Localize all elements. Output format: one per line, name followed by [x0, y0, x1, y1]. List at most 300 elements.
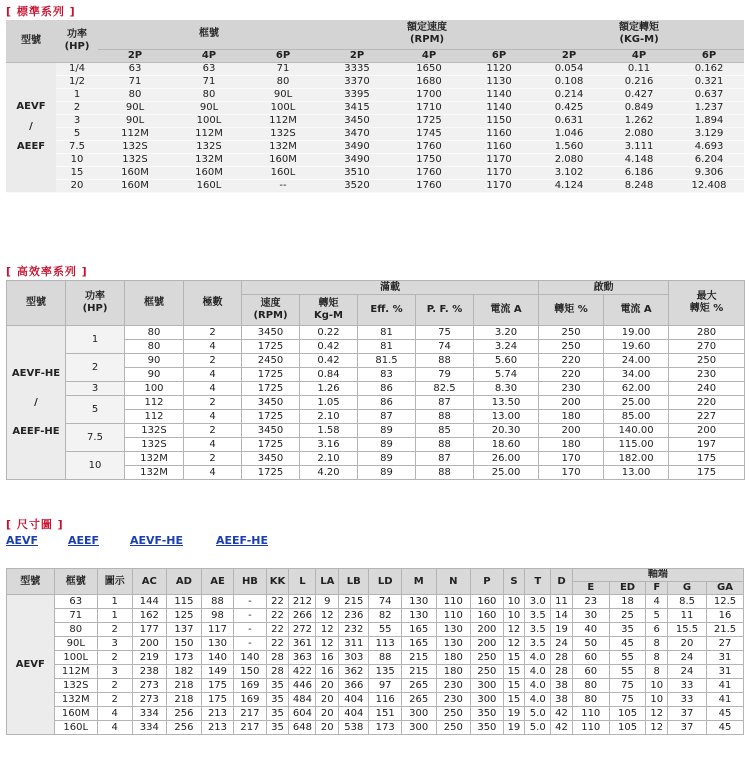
table-cell: 2.080 [604, 127, 674, 140]
table-cell: 90 [125, 354, 184, 368]
table-cell: 110 [572, 707, 609, 721]
table-row [7, 354, 745, 368]
table-cell: 0.054 [534, 62, 604, 75]
table-cell: 12 [503, 637, 525, 651]
table-cell: 4 [184, 340, 242, 354]
table-row [6, 166, 744, 179]
table-cell: 16 [316, 651, 339, 665]
header-dim: S [503, 569, 525, 595]
table-cell: 4.124 [534, 179, 604, 192]
table-cell: 170 [539, 452, 604, 466]
table-cell: 90L [98, 114, 172, 127]
header-shaft-dim: F [646, 582, 668, 595]
table-row [6, 127, 744, 140]
table-cell: 270 [669, 340, 745, 354]
table-cell: 105 [609, 707, 646, 721]
table-cell: 215 [401, 651, 436, 665]
table-cell: 5.74 [474, 368, 539, 382]
table-cell: 74 [369, 595, 401, 609]
header-pole: 4P [172, 49, 246, 62]
header-dim: P [471, 569, 503, 595]
table-cell: 173 [369, 721, 401, 735]
table-cell: 42 [551, 721, 573, 735]
table-cell: 182.00 [604, 452, 669, 466]
table-cell: 334 [132, 721, 167, 735]
table-cell: 173 [167, 651, 202, 665]
table-row [7, 623, 744, 637]
table-cell: 1150 [464, 114, 534, 127]
table-cell: 89 [358, 438, 416, 452]
hp-cell: 10 [66, 452, 125, 480]
table-cell: 112 [125, 410, 184, 424]
table-cell: 4 [184, 382, 242, 396]
table-cell: 11 [551, 595, 573, 609]
table-cell: 12 [316, 623, 339, 637]
table-cell: 2 [184, 354, 242, 368]
table-cell: 30 [572, 609, 609, 623]
table-cell: 144 [132, 595, 167, 609]
link-aevf-he[interactable]: AEVF-HE [130, 534, 184, 547]
table-row [6, 75, 744, 88]
header-speed: 額定速度 (RPM) [320, 20, 534, 49]
table-cell: 2 [97, 651, 132, 665]
table-cell: 2450 [242, 354, 300, 368]
table-cell: 4.0 [525, 679, 551, 693]
table-cell: 4.693 [674, 140, 744, 153]
table-cell: 24.00 [604, 354, 669, 368]
table-cell: 25.00 [474, 466, 539, 480]
table-cell: 160L [246, 166, 320, 179]
table-cell: 1160 [464, 127, 534, 140]
table-cell: 83 [358, 368, 416, 382]
table-cell: 6.204 [674, 153, 744, 166]
table-cell: 88 [416, 354, 474, 368]
header-start-current: 電流 A [604, 295, 669, 326]
header-start-torque: 轉矩 % [539, 295, 604, 326]
table-cell: 60 [572, 651, 609, 665]
table-cell: 20 [316, 679, 339, 693]
table-cell: 5.0 [525, 721, 551, 735]
table-cell: 16 [316, 665, 339, 679]
table-cell: 20 [316, 707, 339, 721]
table-cell: 212 [289, 595, 316, 609]
table-cell: 2.080 [534, 153, 604, 166]
section-title-high-efficiency: [ 高效率系列 ] [6, 265, 88, 278]
table-row [7, 396, 745, 410]
table-cell: 81 [358, 326, 416, 340]
table-cell: 10 [503, 609, 525, 623]
header-dim: HB [234, 569, 266, 595]
table-cell: 88 [369, 651, 401, 665]
table-cell: 220 [539, 368, 604, 382]
table-cell: 0.42 [300, 340, 358, 354]
hp-cell: 1 [66, 326, 125, 354]
table-cell: 1745 [394, 127, 464, 140]
table-cell: 80 [125, 340, 184, 354]
table-cell: 80 [98, 88, 172, 101]
table-row [7, 721, 744, 735]
table-cell: 2 [97, 679, 132, 693]
table-cell: 55 [609, 651, 646, 665]
table-cell: 0.637 [674, 88, 744, 101]
table-cell: 88 [201, 595, 233, 609]
table-cell: 303 [339, 651, 369, 665]
table-cell: 63 [54, 595, 97, 609]
table-cell: 1700 [394, 88, 464, 101]
table-cell: 19.60 [604, 340, 669, 354]
table-cell: 160L [54, 721, 97, 735]
table-cell: 0.22 [300, 326, 358, 340]
header-poles: 極數 [184, 281, 242, 326]
table-cell: 3.5 [525, 609, 551, 623]
table-cell: 80 [54, 623, 97, 637]
table-cell: 1 [97, 595, 132, 609]
table-cell: 2 [56, 101, 98, 114]
table-cell: 1130 [464, 75, 534, 88]
table-cell: 250 [669, 354, 745, 368]
table-cell: 135 [369, 665, 401, 679]
table-cell: 100L [172, 114, 246, 127]
table-cell: 1725 [242, 368, 300, 382]
header-speed: 速度 (RPM) [242, 295, 300, 326]
table-cell: 132S [246, 127, 320, 140]
table-cell: 160M [172, 166, 246, 179]
table-cell: 12 [503, 623, 525, 637]
table-cell: - [234, 623, 266, 637]
table-cell: 160M [54, 707, 97, 721]
table-cell: 404 [339, 707, 369, 721]
table-cell: 12 [316, 609, 339, 623]
table-cell: 0.427 [604, 88, 674, 101]
model-name: AEEF [16, 141, 46, 152]
table-cell: 160L [172, 179, 246, 192]
table-cell: 273 [132, 693, 167, 707]
table-cell: 273 [132, 679, 167, 693]
table-cell: 35 [266, 679, 289, 693]
table-cell: 0.42 [300, 354, 358, 368]
table-cell: 1 [97, 609, 132, 623]
table-cell: 132S [125, 424, 184, 438]
table-cell: 112M [98, 127, 172, 140]
table-cell: 162 [132, 609, 167, 623]
table-cell: 13.50 [474, 396, 539, 410]
table-cell: 3450 [242, 326, 300, 340]
table-cell: 89 [358, 452, 416, 466]
table-cell: 3450 [320, 114, 394, 127]
table-cell: 1725 [242, 410, 300, 424]
table-cell: 3.16 [300, 438, 358, 452]
table-cell: 87 [416, 452, 474, 466]
header-shaft-dim: ED [609, 582, 646, 595]
table-cell: 88 [416, 466, 474, 480]
table-cell: 1.26 [300, 382, 358, 396]
table-cell: 311 [339, 637, 369, 651]
table-cell: 0.425 [534, 101, 604, 114]
table-cell: 80 [572, 693, 609, 707]
table-cell: 3450 [242, 396, 300, 410]
table-cell: 140 [234, 651, 266, 665]
table-cell: 5 [646, 609, 668, 623]
table-cell: 1.58 [300, 424, 358, 438]
table-cell: 4.0 [525, 665, 551, 679]
table-cell: 3.111 [604, 140, 674, 153]
table-cell: 132S [98, 140, 172, 153]
table-cell: 63 [172, 62, 246, 75]
table-cell: 1/4 [56, 62, 98, 75]
table-cell: 8 [646, 637, 668, 651]
table-cell: 0.214 [534, 88, 604, 101]
table-cell: 1170 [464, 153, 534, 166]
header-eff: Eff. % [358, 295, 416, 326]
table-cell: 80 [125, 326, 184, 340]
table-cell: 74 [416, 340, 474, 354]
table-cell: 38 [551, 693, 573, 707]
table-cell: 34.00 [604, 368, 669, 382]
table-cell: 22 [266, 609, 289, 623]
table-cell: 140 [201, 651, 233, 665]
table-cell: 88 [416, 438, 474, 452]
table-cell: 169 [234, 693, 266, 707]
table-cell: -- [246, 179, 320, 192]
link-aeef-he[interactable]: AEEF-HE [216, 534, 269, 547]
table-cell: 25.00 [604, 396, 669, 410]
table-cell: 112M [172, 127, 246, 140]
hp-cell: 5 [66, 396, 125, 424]
table-cell: 23 [572, 595, 609, 609]
table-cell: 200 [132, 637, 167, 651]
table-cell: 37 [668, 721, 707, 735]
table-cell: 100L [54, 651, 97, 665]
table-cell: 75 [416, 326, 474, 340]
table-cell: 446 [289, 679, 316, 693]
header-dim: D [551, 569, 573, 595]
header-shaft-dim: G [668, 582, 707, 595]
table-cell: 1710 [394, 101, 464, 114]
table-cell: 137 [167, 623, 202, 637]
header-max-torque: 最大 轉矩 % [669, 281, 745, 326]
table-cell: 20.30 [474, 424, 539, 438]
table-cell: 8.248 [604, 179, 674, 192]
table-row [7, 595, 744, 609]
table-row [6, 153, 744, 166]
table-cell: 37 [668, 707, 707, 721]
table-cell: 97 [369, 679, 401, 693]
table-cell: 71 [172, 75, 246, 88]
header-dim: M [401, 569, 436, 595]
table-row [7, 665, 744, 679]
table-cell: 15.5 [668, 623, 707, 637]
table-cell: 41 [707, 679, 744, 693]
link-aeef[interactable]: AEEF [68, 534, 100, 547]
table-row [7, 382, 745, 396]
table-cell: 113 [369, 637, 401, 651]
table-cell: 140.00 [604, 424, 669, 438]
table-cell: 366 [339, 679, 369, 693]
table-cell: 2 [184, 326, 242, 340]
hp-cell: 2 [66, 354, 125, 382]
table-cell: 100 [125, 382, 184, 396]
table-cell: 20 [668, 637, 707, 651]
header-current: 電流 A [474, 295, 539, 326]
table-row [7, 609, 744, 623]
table-cell: 19 [551, 623, 573, 637]
table-cell: 4 [97, 707, 132, 721]
table-cell: 62.00 [604, 382, 669, 396]
table-cell: 0.321 [674, 75, 744, 88]
table-cell: 98 [201, 609, 233, 623]
table-cell: 3.24 [474, 340, 539, 354]
table-cell: 266 [289, 609, 316, 623]
hp-cell: 3 [66, 382, 125, 396]
table-cell: 1 [56, 88, 98, 101]
header-dim: LB [339, 569, 369, 595]
table-cell: 45 [609, 637, 646, 651]
table-cell: 110 [436, 609, 471, 623]
section-title-standard: [ 標準系列 ] [6, 5, 76, 18]
table-cell: 2 [97, 693, 132, 707]
table-cell: 41 [707, 693, 744, 707]
table-cell: 45 [707, 721, 744, 735]
model-name: AEVF-HE [11, 368, 61, 379]
table-cell: 0.108 [534, 75, 604, 88]
table-cell: 6 [646, 623, 668, 637]
table-cell: 40 [572, 623, 609, 637]
table-cell: 2 [184, 396, 242, 410]
table-cell: 112M [246, 114, 320, 127]
table-cell: 230 [436, 693, 471, 707]
table-cell: 31 [707, 665, 744, 679]
table-cell: 220 [669, 396, 745, 410]
table-cell: 300 [401, 721, 436, 735]
table-cell: 112M [54, 665, 97, 679]
table-cell: 0.162 [674, 62, 744, 75]
table-cell: 404 [339, 693, 369, 707]
table-cell: 182 [167, 665, 202, 679]
table-cell: 1140 [464, 88, 534, 101]
table-cell: 175 [669, 466, 745, 480]
table-cell: 4 [184, 466, 242, 480]
table-cell: 197 [669, 438, 745, 452]
table-cell: 22 [266, 623, 289, 637]
table-cell: 24 [551, 637, 573, 651]
table-cell: 175 [201, 679, 233, 693]
table-cell: 19 [503, 721, 525, 735]
table-cell: 361 [289, 637, 316, 651]
header-dim: KK [266, 569, 289, 595]
link-aevf[interactable]: AEVF [6, 534, 39, 547]
table-cell: 9 [316, 595, 339, 609]
table-cell: 648 [289, 721, 316, 735]
table-cell: 80 [246, 75, 320, 88]
table-cell: 215 [339, 595, 369, 609]
table-cell: 60 [572, 665, 609, 679]
table-cell: 81.5 [358, 354, 416, 368]
table-cell: 200 [669, 424, 745, 438]
header-frame: 框號 [98, 20, 320, 49]
table-cell: 4 [646, 595, 668, 609]
table-cell: 1725 [242, 466, 300, 480]
table-cell: 8.5 [668, 595, 707, 609]
table-cell: 10 [503, 595, 525, 609]
standard-series-table [6, 20, 744, 193]
table-cell: 50 [572, 637, 609, 651]
table-cell: 1120 [464, 62, 534, 75]
table-cell: 150 [167, 637, 202, 651]
table-cell: 4.0 [525, 651, 551, 665]
table-cell: 177 [132, 623, 167, 637]
table-cell: - [234, 609, 266, 623]
table-cell: 0.84 [300, 368, 358, 382]
table-cell: 4.148 [604, 153, 674, 166]
table-cell: 3.129 [674, 127, 744, 140]
table-cell: 175 [669, 452, 745, 466]
table-cell: 55 [369, 623, 401, 637]
table-cell: 160M [246, 153, 320, 166]
table-cell: 160M [98, 179, 172, 192]
table-cell: 71 [246, 62, 320, 75]
table-cell: 3 [97, 665, 132, 679]
table-cell: 5 [56, 127, 98, 140]
table-cell: 90L [98, 101, 172, 114]
table-cell: 169 [234, 679, 266, 693]
table-cell: 132M [172, 153, 246, 166]
dimensions-table [6, 568, 744, 735]
table-cell: 3.0 [525, 595, 551, 609]
table-row [7, 651, 744, 665]
table-cell: 265 [401, 679, 436, 693]
table-cell: 1760 [394, 166, 464, 179]
table-cell: 132S [54, 679, 97, 693]
table-cell: 3415 [320, 101, 394, 114]
table-cell: 0.11 [604, 62, 674, 75]
table-cell: 180 [436, 665, 471, 679]
table-cell: 82.5 [416, 382, 474, 396]
table-cell: 20 [316, 693, 339, 707]
table-cell: 3490 [320, 153, 394, 166]
table-cell: 9.306 [674, 166, 744, 179]
header-frame: 框號 [54, 569, 97, 595]
header-pole: 2P [534, 49, 604, 62]
table-cell: 87 [358, 410, 416, 424]
header-frame: 框號 [125, 281, 184, 326]
table-cell: 15 [503, 665, 525, 679]
table-cell: 5.0 [525, 707, 551, 721]
table-row [7, 637, 744, 651]
table-cell: 132M [125, 466, 184, 480]
table-cell: 4.0 [525, 693, 551, 707]
table-cell: 115.00 [604, 438, 669, 452]
table-cell: 130 [436, 623, 471, 637]
table-cell: 3.20 [474, 326, 539, 340]
table-cell: 2 [184, 424, 242, 438]
header-pole: 6P [246, 49, 320, 62]
table-cell: 18 [609, 595, 646, 609]
table-cell: 8 [646, 651, 668, 665]
table-cell: 87 [416, 396, 474, 410]
table-cell: 1725 [242, 340, 300, 354]
table-cell: 115 [167, 595, 202, 609]
table-cell: 18.60 [474, 438, 539, 452]
table-cell: 604 [289, 707, 316, 721]
table-row [7, 326, 745, 340]
table-cell: 15 [503, 693, 525, 707]
table-cell: 180 [436, 651, 471, 665]
table-cell: 2 [97, 623, 132, 637]
table-cell: 3335 [320, 62, 394, 75]
table-cell: 10 [56, 153, 98, 166]
table-cell: 215 [401, 665, 436, 679]
header-pf: P. F. % [416, 295, 474, 326]
